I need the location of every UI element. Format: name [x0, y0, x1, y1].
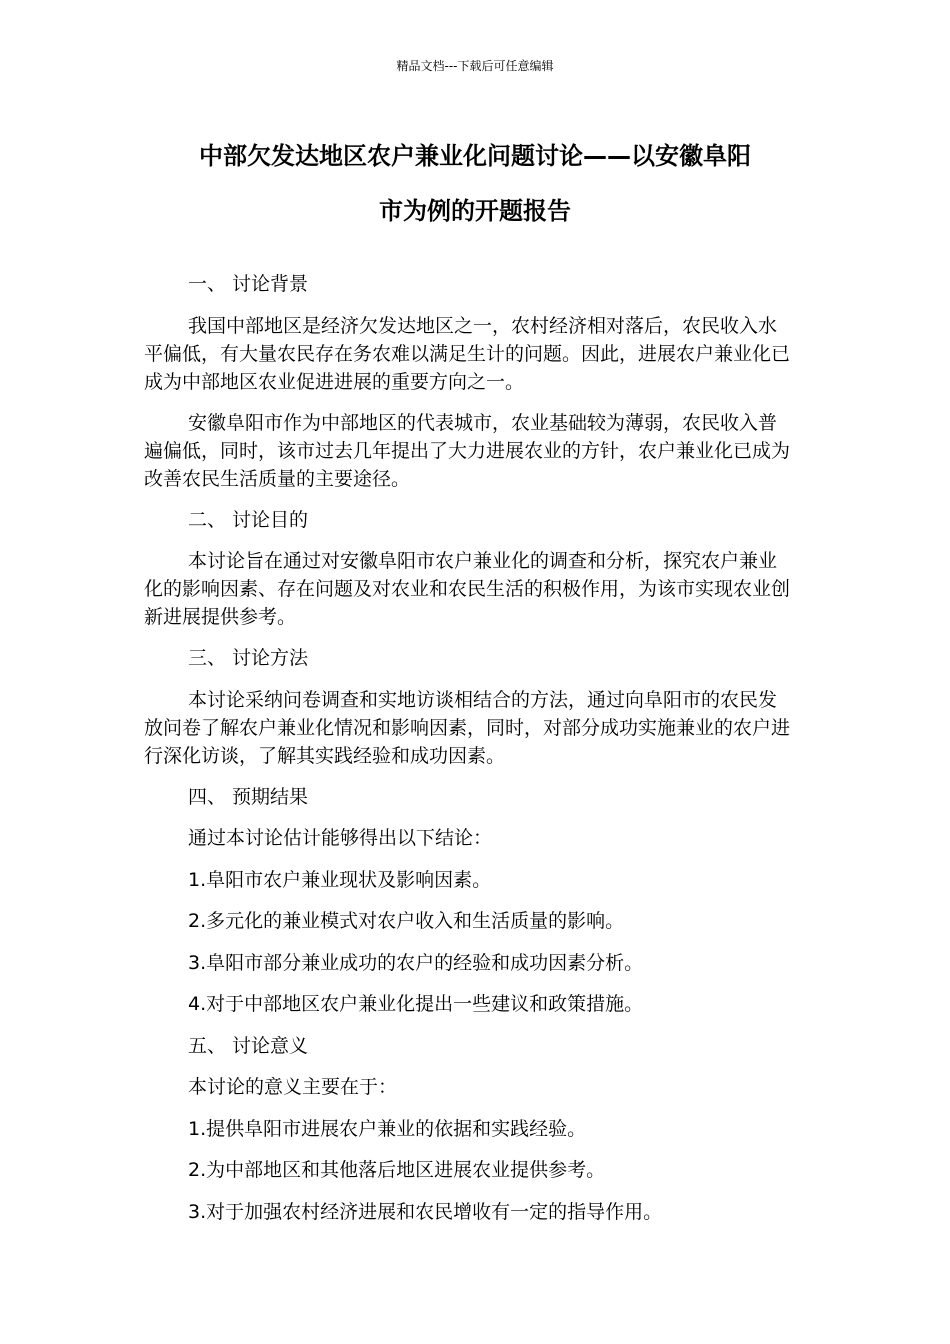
- paragraph: 本讨论采纳问卷调查和实地访谈相结合的方法，通过向阜阳市的农民发放问卷了解农户兼业化情况和影响因素，同时，对部分成功实施兼业的农户进行深化访谈，了解其实践经验和成功因素。: [144, 688, 791, 767]
- list-item: 1.阜阳市农户兼业现状及影响因素。: [188, 868, 492, 891]
- list-item: 2.多元化的兼业模式对农户收入和生活质量的影响。: [188, 910, 625, 932]
- list-item: 1.提供阜阳市进展农户兼业的依据和实践经验。: [188, 1117, 587, 1140]
- section-heading-purpose: 二、 讨论目的: [188, 508, 309, 531]
- list-item: 3.对于加强农村经济进展和农民增收有一定的指导作用。: [188, 1200, 663, 1223]
- list-item: 4.对于中部地区农户兼业化提出一些建议和政策措施。: [188, 993, 644, 1015]
- document-body: [144, 270, 794, 1239]
- paragraph: 安徽阜阳市作为中部地区的代表城市，农业基础较为薄弱，农民收入普遍偏低，同时，该市过去几年提出了大力进展农业的方针，农户兼业化已成为改善农民生活质量的主要途径。: [144, 411, 791, 490]
- list-intro: 本讨论的意义主要在于：: [188, 1076, 398, 1098]
- section-heading-method: 三、 讨论方法: [188, 647, 309, 669]
- list-intro: 通过本讨论估计能够得出以下结论：: [188, 827, 493, 849]
- document-title-line-1: 中部欠发达地区农户兼业化问题讨论——以安徽阜阳: [199, 142, 751, 170]
- section-heading-expected-results: 四、 预期结果: [188, 785, 309, 808]
- paragraph: 我国中部地区是经济欠发达地区之一，农村经济相对落后，农民收入水平偏低，有大量农民存在务农难以满足生计的问题。因此，进展农户兼业化已成为中部地区农业促进进展的重要方向之一。: [144, 314, 791, 393]
- paragraph: 本讨论旨在通过对安徽阜阳市农户兼业化的调查和分析，探究农户兼业化的影响因素、存在问题及对农业和农民生活的积极作用，为该市实现农业创新进展提供参考。: [144, 550, 791, 628]
- document-title-line-2: 市为例的开题报告: [379, 197, 571, 225]
- section-heading-background: 一、 讨论背景: [188, 273, 309, 295]
- list-item: 2.为中部地区和其他落后地区进展农业提供参考。: [188, 1159, 606, 1181]
- page-header: 精品文档---下载后可任意编辑: [396, 59, 554, 73]
- section-heading-significance: 五、 讨论意义: [188, 1034, 309, 1057]
- list-item: 3.阜阳市部分兼业成功的农户的经验和成功因素分析。: [188, 951, 644, 974]
